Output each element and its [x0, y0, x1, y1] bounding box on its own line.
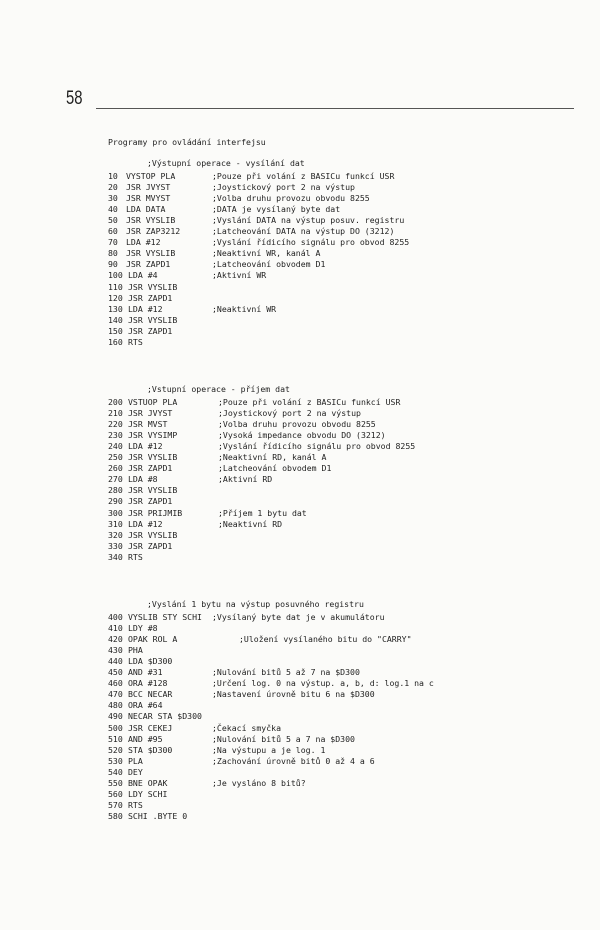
code-line — [0, 182, 600, 193]
line-number: 310 — [108, 518, 123, 529]
comment: ;Joystickový port 2 na výstup — [218, 408, 361, 419]
block-heading: ;Vyslání 1 bytu na výstup posuvného registru — [147, 599, 364, 609]
line-number: 530 — [108, 755, 123, 766]
instruction: JSR MVST — [128, 419, 168, 430]
line-number: 290 — [108, 496, 123, 507]
instruction: VYSTOP PLA — [126, 171, 176, 181]
code-line — [0, 171, 600, 182]
comment: ;Latcheování obvodem D1 — [212, 259, 326, 270]
line-number: 550 — [108, 777, 123, 788]
line-number: 330 — [108, 540, 123, 551]
comment: ;Joystickový port 2 na výstup — [212, 182, 355, 193]
instruction: LDA DATA — [126, 204, 166, 215]
comment: ;Nulování bitů 5 a 7 na $D300 — [212, 733, 355, 744]
line-number: 320 — [108, 529, 123, 540]
instruction: LDA #12 — [128, 441, 163, 452]
code-line — [0, 519, 600, 530]
comment: ;Aktivní WR — [212, 270, 267, 281]
code-line — [0, 667, 600, 678]
instruction: JSR CEKEJ — [128, 722, 173, 733]
comment: ;DATA je vysílaný byte dat — [212, 204, 341, 215]
comment: ;Pouze při volání z BASICu funkcí USR — [212, 171, 395, 181]
block-heading: ;Výstupní operace - vysílání dat — [147, 158, 305, 168]
line-number: 510 — [108, 733, 123, 744]
line-number: 570 — [108, 799, 123, 810]
code-line — [0, 237, 600, 248]
line-number: 500 — [108, 722, 123, 733]
code-line — [0, 474, 600, 485]
instruction: AND #31 — [128, 667, 163, 678]
code-line — [0, 745, 600, 756]
line-number: 120 — [108, 292, 123, 303]
code-line — [0, 552, 600, 563]
code-line — [0, 634, 600, 645]
code-line — [0, 656, 600, 667]
line-number: 100 — [108, 270, 123, 281]
instruction: LDY SCHI — [128, 788, 168, 799]
comment: ;Příjem 1 bytu dat — [218, 507, 307, 518]
comment: ;Nulování bitů 5 až 7 na $D300 — [212, 667, 360, 678]
code-line — [0, 326, 600, 337]
instruction: STA $D300 — [128, 744, 173, 755]
instruction: RTS — [128, 336, 143, 347]
comment: ;Vyslání řídicího signálu pro obvod 8255 — [218, 441, 416, 452]
code-line — [0, 711, 600, 722]
line-number: 70 — [108, 237, 118, 248]
instruction: JSR VYSLIB — [128, 529, 178, 540]
code-line — [0, 485, 600, 496]
code-line — [0, 767, 600, 778]
instruction: LDA #4 — [128, 270, 158, 281]
code-line — [0, 226, 600, 237]
code-line — [0, 215, 600, 226]
code-line — [0, 419, 600, 430]
line-number: 410 — [108, 623, 123, 634]
instruction: SCHI .BYTE 0 — [128, 810, 188, 821]
line-number: 30 — [108, 193, 118, 204]
line-number: 560 — [108, 788, 123, 799]
code-line — [0, 463, 600, 474]
code-line — [0, 282, 600, 293]
line-number: 160 — [108, 336, 123, 347]
instruction: JSR ZAPD1 — [128, 292, 173, 303]
instruction: ORA #128 — [128, 678, 168, 689]
line-number: 280 — [108, 485, 123, 496]
line-number: 270 — [108, 474, 123, 485]
instruction: VSTUOP PLA — [128, 397, 178, 407]
line-number: 520 — [108, 744, 123, 755]
line-number: 20 — [108, 182, 118, 193]
instruction: JSR VYSLIB — [128, 485, 178, 496]
line-number: 480 — [108, 700, 123, 711]
code-line — [0, 248, 600, 259]
comment: ;Neaktivní WR — [212, 303, 277, 314]
block-heading: ;Vstupní operace - příjem dat — [147, 384, 290, 394]
instruction: LDA #12 — [128, 303, 163, 314]
line-number: 200 — [108, 397, 123, 407]
line-number: 470 — [108, 689, 123, 700]
line-number: 460 — [108, 678, 123, 689]
line-number: 40 — [108, 204, 118, 215]
code-line — [0, 193, 600, 204]
code-line — [0, 645, 600, 656]
code-line — [0, 541, 600, 552]
instruction: JSR ZAPD1 — [128, 496, 173, 507]
instruction: VYSLIB STY SCHI — [128, 612, 202, 622]
code-line — [0, 430, 600, 441]
page-number: 58 — [66, 88, 83, 109]
code-line — [0, 678, 600, 689]
line-number: 260 — [108, 463, 123, 474]
instruction: BNE OPAK — [128, 777, 168, 788]
code-line — [0, 315, 600, 326]
line-number: 150 — [108, 325, 123, 336]
instruction: JSR VYSLIB — [128, 452, 178, 463]
comment: ;Zachování úrovně bitů 0 až 4 a 6 — [212, 755, 375, 766]
comment: ;Neaktivní WR, kanál A — [212, 248, 321, 259]
comment: ;Latcheování DATA na výstup DO (3212) — [212, 226, 395, 237]
comment: ;Latcheování obvodem D1 — [218, 463, 332, 474]
instruction: LDA #12 — [126, 237, 161, 248]
comment: ;Aktivní RD — [218, 474, 273, 485]
instruction: DEY — [128, 766, 143, 777]
code-line — [0, 259, 600, 270]
instruction: RTS — [128, 551, 143, 562]
line-number: 490 — [108, 711, 123, 722]
line-number: 440 — [108, 656, 123, 667]
comment: ;Čekací smyčka — [212, 722, 282, 733]
code-line — [0, 304, 600, 315]
code-line — [0, 623, 600, 634]
code-line — [0, 700, 600, 711]
code-line — [0, 530, 600, 541]
line-number: 400 — [108, 612, 123, 622]
instruction: JSR PRIJMIB — [128, 507, 183, 518]
comment: ;Volba druhu provozu obvodu 8255 — [218, 419, 376, 430]
code-line — [0, 452, 600, 463]
comment: ;Pouze při volání z BASICu funkcí USR — [218, 397, 401, 407]
code-line — [0, 204, 600, 215]
code-line — [0, 508, 600, 519]
comment: ;Volba druhu provozu obvodu 8255 — [212, 193, 370, 204]
instruction: LDA #8 — [128, 474, 158, 485]
code-line — [0, 397, 600, 408]
comment: ;Vysílaný byte dat je v akumulátoru — [212, 612, 385, 622]
line-number: 60 — [108, 226, 118, 237]
line-number: 450 — [108, 667, 123, 678]
comment: ;Nastavení úrovně bitu 6 na $D300 — [212, 689, 375, 700]
code-line — [0, 778, 600, 789]
instruction: JSR ZAPD1 — [128, 463, 173, 474]
instruction: LDA #12 — [128, 518, 163, 529]
code-line — [0, 441, 600, 452]
code-line — [0, 408, 600, 419]
line-number: 90 — [108, 259, 118, 270]
comment: ;Vysoká impedance obvodu DO (3212) — [218, 430, 386, 441]
header-rule — [96, 108, 574, 109]
code-line — [0, 689, 600, 700]
instruction: PHA — [128, 645, 143, 656]
instruction: RTS — [128, 799, 143, 810]
code-line — [0, 496, 600, 507]
comment: ;Na výstupu a je log. 1 — [212, 744, 326, 755]
instruction: JSR ZAPD1 — [128, 540, 173, 551]
line-number: 80 — [108, 248, 118, 259]
instruction: BCC NECAR — [128, 689, 173, 700]
instruction: AND #95 — [128, 733, 163, 744]
line-number: 210 — [108, 408, 123, 419]
code-line — [0, 800, 600, 811]
instruction: JSR VYSLIB — [126, 248, 176, 259]
comment: ;Určení log. 0 na výstup. a, b, d: log.1 na c — [212, 678, 434, 689]
line-number: 130 — [108, 303, 123, 314]
instruction: JSR VYSLIB — [128, 314, 178, 325]
instruction: LDY #8 — [128, 623, 158, 634]
comment: ;Neaktivní RD — [218, 518, 283, 529]
instruction: LDA $D300 — [128, 656, 173, 667]
line-number: 220 — [108, 419, 123, 430]
instruction: JSR MVYST — [126, 193, 171, 204]
line-number: 430 — [108, 645, 123, 656]
line-number: 10 — [108, 171, 118, 181]
line-number: 50 — [108, 215, 118, 226]
comment: ;Je vysláno 8 bitů? — [212, 777, 306, 788]
code-line — [0, 811, 600, 822]
code-line — [0, 612, 600, 623]
code-line — [0, 293, 600, 304]
line-number: 420 — [108, 634, 123, 645]
line-number: 340 — [108, 551, 123, 562]
instruction: JSR VYSLIB — [126, 215, 176, 226]
instruction: ORA #64 — [128, 700, 163, 711]
instruction: NECAR STA $D300 — [128, 711, 202, 722]
section-title: Programy pro ovládání interfejsu — [108, 137, 266, 147]
instruction: JSR VYSLIB — [128, 281, 178, 292]
line-number: 580 — [108, 810, 123, 821]
instruction: JSR JVYST — [126, 182, 171, 193]
instruction: OPAK ROL A — [128, 634, 178, 645]
line-number: 140 — [108, 314, 123, 325]
line-number: 240 — [108, 441, 123, 452]
code-line — [0, 270, 600, 281]
instruction: JSR ZAP3212 — [126, 226, 181, 237]
line-number: 300 — [108, 507, 123, 518]
line-number: 230 — [108, 430, 123, 441]
code-line — [0, 723, 600, 734]
code-line — [0, 734, 600, 745]
code-line — [0, 789, 600, 800]
code-line — [0, 337, 600, 348]
instruction: JSR JVYST — [128, 408, 173, 419]
instruction: PLA — [128, 755, 143, 766]
comment: ;Uložení vysílaného bitu do "CARRY" — [239, 634, 412, 645]
line-number: 540 — [108, 766, 123, 777]
comment: ;Neaktivní RD, kanál A — [218, 452, 327, 463]
comment: ;Vyslání řídicího signálu pro obvod 8255 — [212, 237, 410, 248]
code-line — [0, 756, 600, 767]
comment: ;Vyslání DATA na výstup posuv. registru — [212, 215, 405, 226]
line-number: 110 — [108, 281, 123, 292]
instruction: JSR VYSIMP — [128, 430, 178, 441]
line-number: 250 — [108, 452, 123, 463]
instruction: JSR ZAPD1 — [126, 259, 171, 270]
instruction: JSR ZAPD1 — [128, 325, 173, 336]
